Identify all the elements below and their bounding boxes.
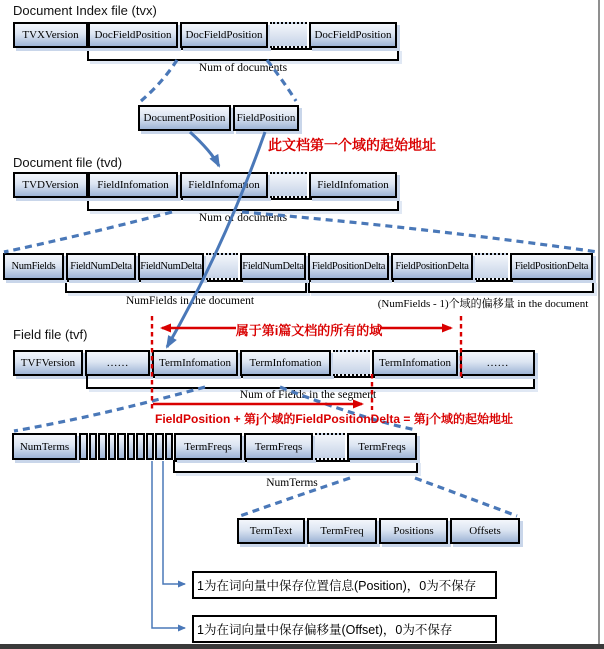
tvx-span-label: Num of documents: [198, 62, 288, 74]
frame-bottom-edge: [0, 644, 604, 649]
deltas-cell-fieldpositiondelta-1: FieldPositionDelta: [308, 253, 389, 280]
tvf-cell-terminfomation-1: TermInfomation: [152, 350, 238, 376]
offset-flag-elbow-arrow: [152, 461, 185, 628]
deltas-left-span-label: NumFields in the document: [125, 295, 255, 307]
termdetail-cell-offsets: Offsets: [450, 518, 520, 544]
termdetail-cell-termtext: TermText: [237, 518, 305, 544]
tvd-cell-fieldinfomation-2: FieldInfomation: [180, 172, 268, 198]
deltas-ellipsis-gap-1: [206, 253, 238, 280]
tvf-ellipsis-gap: [333, 350, 370, 376]
flag-bit-cell: [98, 433, 107, 460]
flag-bit-cell: [79, 433, 88, 460]
tvd-span-label: Num of documents: [198, 212, 288, 224]
numterms-span-bracket: [173, 460, 418, 473]
tvf-span-label: Num of Fields in the segment: [239, 389, 377, 401]
numterms-cell-termfreqs-1: TermFreqs: [174, 433, 242, 460]
termdetail-cell-termfreq: TermFreq: [307, 518, 377, 544]
tvf-cell-ellipsis-1: ……: [85, 350, 150, 376]
term-flag-bit-cells: [79, 433, 173, 460]
deltas-right-span-label: (NumFields - 1)个域的偏移量 in the document: [377, 298, 589, 310]
flag-bit-cell: [155, 433, 164, 460]
flag-bit-cell: [117, 433, 126, 460]
numterms-cell-numterms: NumTerms: [12, 433, 77, 460]
tvf-cell-version: TVFVersion: [13, 350, 83, 376]
tvd-title: Document file (tvd): [13, 155, 123, 170]
flag-bit-cell: [108, 433, 117, 460]
deltas-cell-fieldnumdelta-1: FieldNumDelta: [66, 253, 136, 280]
funnel-tvd-left-dashed-line: [4, 212, 172, 252]
note-fields-of-doc-i: 属于第i篇文档的所有的域: [235, 323, 383, 338]
pointer-cell-fieldposition: FieldPosition: [233, 105, 299, 131]
tvx-cell-docfieldposition-3: DocFieldPosition: [309, 22, 397, 48]
tvd-ellipsis-gap: [270, 172, 307, 198]
tvx-cell-docfieldposition-2: DocFieldPosition: [180, 22, 268, 48]
flag-bit-cell: [136, 433, 145, 460]
termdetail-cell-positions: Positions: [379, 518, 448, 544]
tvd-cell-fieldinfomation-3: FieldInfomation: [309, 172, 397, 198]
documentposition-pointer-arrow: [190, 132, 219, 166]
flag-bit-cell: [89, 433, 98, 460]
offset-flag-notebox: [192, 615, 497, 643]
deltas-right-span-bracket: [308, 280, 594, 293]
tvf-cell-ellipsis-2: ……: [460, 350, 535, 376]
tvd-span-bracket: [87, 198, 399, 211]
tvd-cell-fieldinfomation-1: FieldInfomation: [88, 172, 178, 198]
offset-flag-note: 1为在词向量中保存偏移量(Offset)，0为不保存: [197, 623, 453, 637]
pointer-cell-documentposition: DocumentPosition: [138, 105, 231, 131]
deltas-left-span-bracket: [65, 280, 307, 293]
deltas-cell-fieldpositiondelta-2: FieldPositionDelta: [391, 253, 473, 280]
position-flag-notebox: [192, 571, 497, 599]
funnel-tvd-right-dashed-line: [242, 212, 598, 252]
numterms-cell-termfreqs-2: TermFreqs: [244, 433, 313, 460]
tvx-title: Document Index file (tvx): [13, 3, 157, 18]
tvx-cell-version: TVXVersion: [13, 22, 88, 48]
numterms-span-label: NumTerms: [266, 477, 318, 489]
flag-bit-cell: [146, 433, 155, 460]
tvf-span-bracket: [86, 376, 535, 389]
tvf-cell-terminfomation-2: TermInfomation: [240, 350, 331, 376]
deltas-ellipsis-gap-2: [475, 253, 508, 280]
tvf-cell-terminfomation-3: TermInfomation: [372, 350, 458, 376]
note-first-field-address: 此文档第一个域的起始地址: [268, 137, 436, 153]
tvx-ellipsis-gap: [270, 22, 307, 48]
numterms-ellipsis-gap: [315, 433, 345, 460]
tvx-cell-docfieldposition-1: DocFieldPosition: [88, 22, 178, 48]
position-flag-elbow-arrow: [163, 461, 185, 584]
flag-bit-cell: [127, 433, 136, 460]
deltas-cell-fieldpositiondelta-3: FieldPositionDelta: [510, 253, 593, 280]
funnel-tvx-left-dashed-line: [141, 60, 177, 101]
tvd-cell-version: TVDVersion: [13, 172, 88, 198]
position-flag-note: 1为在词向量中保存位置信息(Position)，0为不保存: [197, 579, 477, 593]
fieldposition-pointer-arrow: [167, 132, 265, 347]
note-fieldposition-formula: FieldPosition + 第j个域的FieldPositionDelta = 第j个域的起始地址: [155, 412, 514, 426]
frame-right-edge: [598, 0, 600, 644]
flag-bit-cell: [165, 433, 174, 460]
deltas-cell-fieldnumdelta-2: FieldNumDelta: [138, 253, 204, 280]
tvf-title: Field file (tvf): [13, 327, 88, 342]
numterms-cell-termfreqs-3: TermFreqs: [347, 433, 417, 460]
deltas-cell-numfields: NumFields: [3, 253, 64, 280]
tvx-span-bracket: [87, 48, 399, 61]
funnel-termfreqs-right-dashed-line: [415, 478, 517, 516]
deltas-cell-fieldnumdelta-3: FieldNumDelta: [240, 253, 306, 280]
